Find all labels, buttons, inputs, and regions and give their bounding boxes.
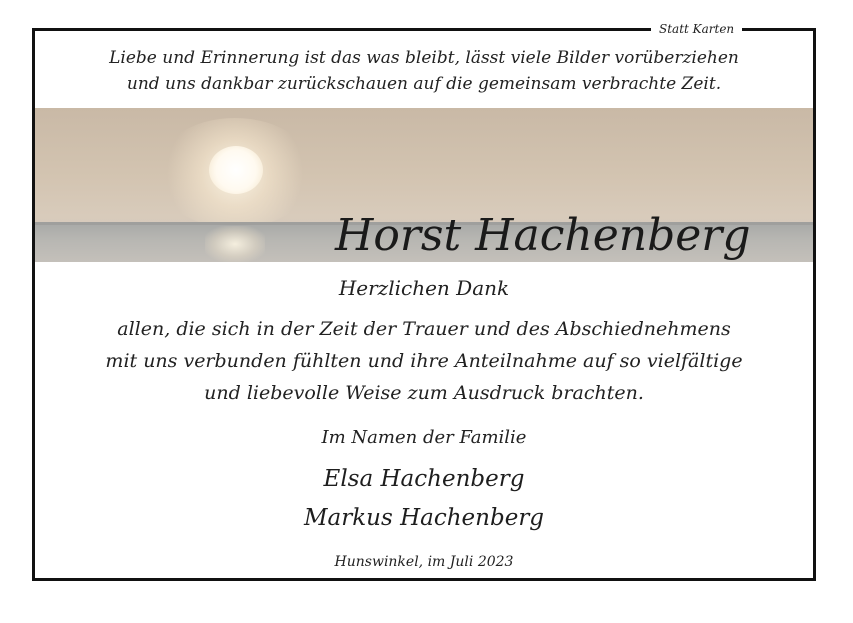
- motto-line-2: und uns dankbar zurückschauen auf die gemeinsam verbrachte Zeit.: [126, 74, 722, 94]
- thanks-line-1: allen, die sich in der Zeit der Trauer und des Abschiednehmens: [117, 318, 731, 340]
- place-date: Hunswinkel, im Juli 2023: [334, 554, 514, 570]
- thanks-body: [35, 313, 813, 409]
- sun-icon: [209, 146, 263, 194]
- sun-reflection: [205, 226, 265, 262]
- thanks-heading: Herzlichen Dank: [338, 276, 510, 300]
- thanks-line-3: und liebevolle Weise zum Ausdruck brachten.: [204, 382, 644, 404]
- sunset-banner-image: [35, 108, 813, 262]
- motto-text: [35, 45, 813, 97]
- signer-name: Markus Hachenberg: [303, 505, 545, 531]
- obituary-card: [32, 22, 816, 581]
- deceased-name: Horst Hachenberg: [335, 210, 751, 261]
- signer-name: Elsa Hachenberg: [323, 466, 525, 492]
- thanks-line-2: mit uns verbunden fühlten und ihre Anteilnahme auf so vielfältige: [105, 350, 743, 372]
- motto-line-1: Liebe und Erinnerung ist das was bleibt, lässt viele Bilder vorüberziehen: [109, 48, 739, 68]
- statt-karten-label: Statt Karten: [651, 20, 742, 38]
- family-intro: Im Namen der Familie: [321, 427, 527, 448]
